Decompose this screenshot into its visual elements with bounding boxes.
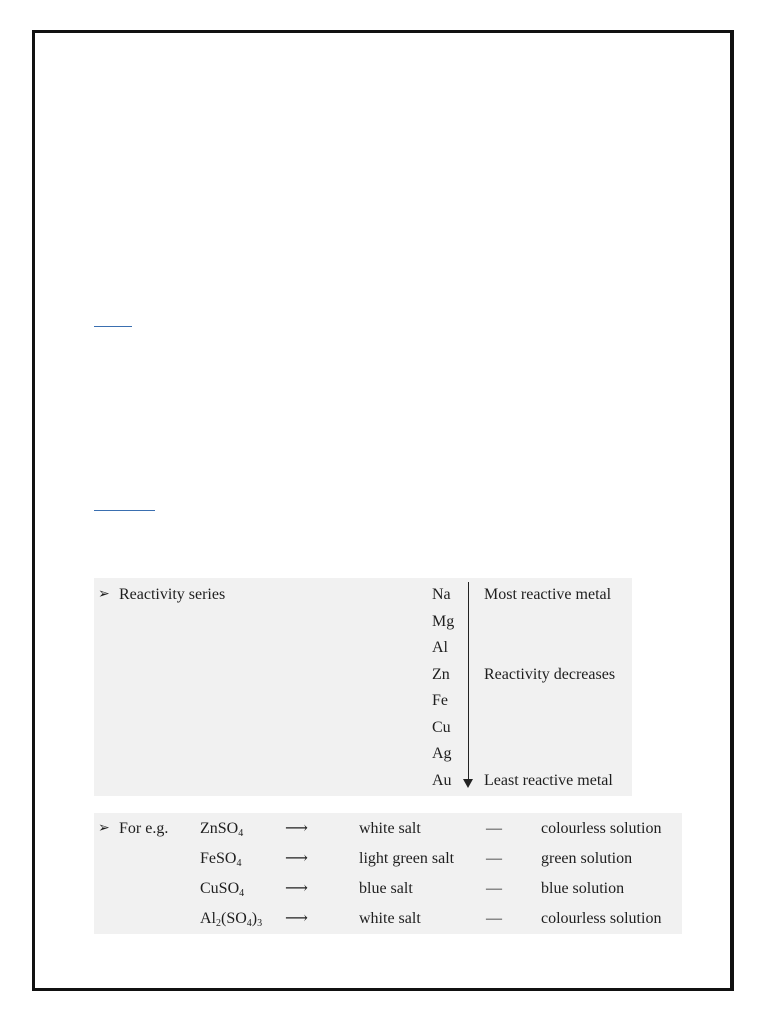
metal-label: Fe	[432, 692, 448, 709]
down-arrow-icon	[463, 779, 473, 788]
bullet-icon: ➢	[98, 821, 110, 836]
metal-label: Al	[432, 639, 448, 656]
metal-label: Au	[432, 772, 452, 789]
bullet-icon: ➢	[98, 587, 110, 602]
metal-label: Zn	[432, 666, 450, 683]
dash: —	[486, 850, 502, 867]
salt-colours-panel	[94, 813, 682, 934]
compound-formula: $Al_2(SO_4)_3$	[200, 910, 263, 929]
salt-colour: light green salt	[359, 850, 455, 867]
reactivity-decreases-label: Reactivity decreases	[484, 666, 616, 683]
solution-colour: colourless solution	[541, 910, 662, 927]
compound-formula: CuSO$_4$	[200, 880, 245, 899]
least-reactive-label: Least reactive metal	[484, 772, 613, 789]
metal-label: Mg	[432, 613, 455, 630]
solution-colour: blue solution	[541, 880, 625, 897]
right-arrow-icon: ⟶	[285, 850, 308, 867]
solution-colour: green solution	[541, 850, 633, 867]
dash: —	[486, 880, 502, 897]
heading-underline	[94, 326, 132, 327]
solution-colour: colourless solution	[541, 820, 662, 837]
reactivity-heading: Reactivity series	[119, 586, 226, 603]
compound-formula: FeSO$_4$	[200, 850, 242, 869]
salt-colour: white salt	[359, 820, 421, 837]
metal-label: Ag	[432, 745, 452, 762]
metal-label: Cu	[432, 719, 451, 736]
heading-underline	[94, 510, 155, 511]
metal-label: Na	[432, 586, 451, 603]
compound-formula: ZnSO$_4$	[200, 820, 244, 839]
example-lead: For e.g.	[119, 820, 169, 837]
salt-colour: blue salt	[359, 880, 413, 897]
right-arrow-icon: ⟶	[285, 820, 308, 837]
reactivity-arrow-line	[468, 582, 469, 782]
dash: —	[486, 820, 502, 837]
most-reactive-label: Most reactive metal	[484, 586, 612, 603]
dash: —	[486, 910, 502, 927]
right-arrow-icon: ⟶	[285, 880, 308, 897]
reactivity-series-panel	[94, 578, 632, 796]
salt-colour: white salt	[359, 910, 421, 927]
right-arrow-icon: ⟶	[285, 910, 308, 927]
